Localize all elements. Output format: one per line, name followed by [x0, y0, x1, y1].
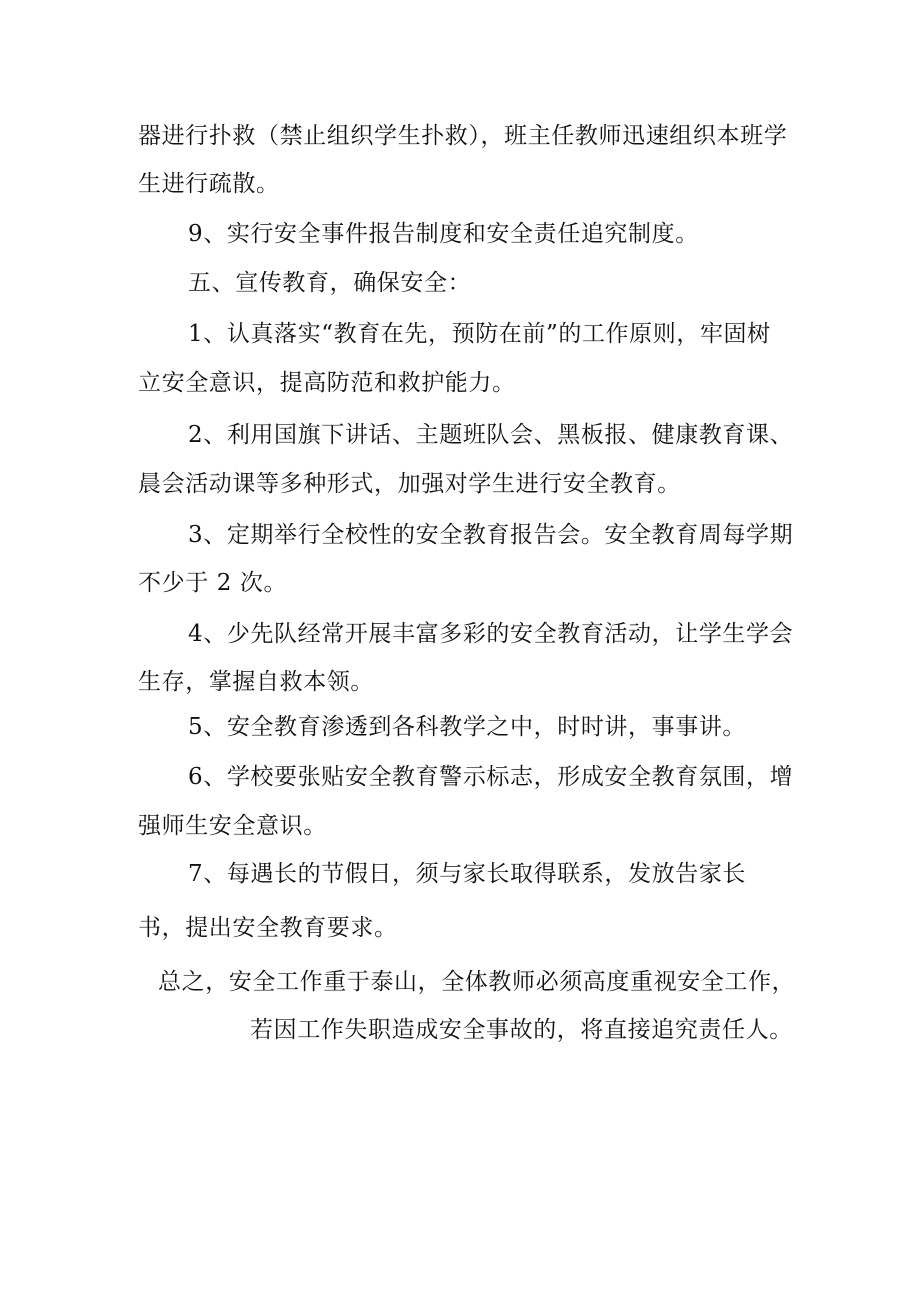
paragraph-line: 强师生安全意识。 [138, 813, 327, 839]
paragraph-line: 5、安全教育渗透到各科教学之中，时时讲，事事讲。 [188, 714, 747, 740]
conclusion-line: 若因工作失职造成安全事故的，将直接追究责任人。 [250, 1017, 793, 1043]
paragraph-line: 不少于 2 次。 [138, 570, 288, 596]
paragraph-line: 生存，掌握自救本领。 [138, 669, 374, 695]
section-heading: 五、宣传教育，确保安全： [188, 270, 472, 296]
paragraph-line: 9、实行安全事件报告制度和安全责任追究制度。 [188, 221, 699, 247]
paragraph-line: 2、利用国旗下讲话、主题班队会、黑板报、健康教育课、 [188, 422, 794, 448]
conclusion-line: 总之，安全工作重于泰山，全体教师必须高度重视安全工作， [158, 969, 796, 995]
paragraph-line: 4、少先队经常开展丰富多彩的安全教育活动，让学生学会 [188, 621, 794, 647]
paragraph-line: 3、定期举行全校性的安全教育报告会。安全教育周每学期 [188, 522, 794, 548]
paragraph-line: 书，提出安全教育要求。 [138, 915, 398, 941]
paragraph-line: 1、认真落实“教育在先，预防在前”的工作原则，牢固树 [188, 321, 771, 347]
paragraph-line: 器进行扑救（禁止组织学生扑救），班主任教师迅速组织本班学 [138, 123, 788, 149]
paragraph-line: 7、每遇长的节假日，须与家长取得联系，发放告家长 [188, 861, 747, 887]
paragraph-line: 立安全意识，提高防范和救护能力。 [138, 370, 516, 396]
paragraph-line: 6、学校要张贴安全教育警示标志，形成安全教育氛围，增 [188, 764, 794, 790]
paragraph-line: 生进行疏散。 [138, 171, 280, 197]
paragraph-line: 晨会活动课等多种形式，加强对学生进行安全教育。 [138, 471, 681, 497]
